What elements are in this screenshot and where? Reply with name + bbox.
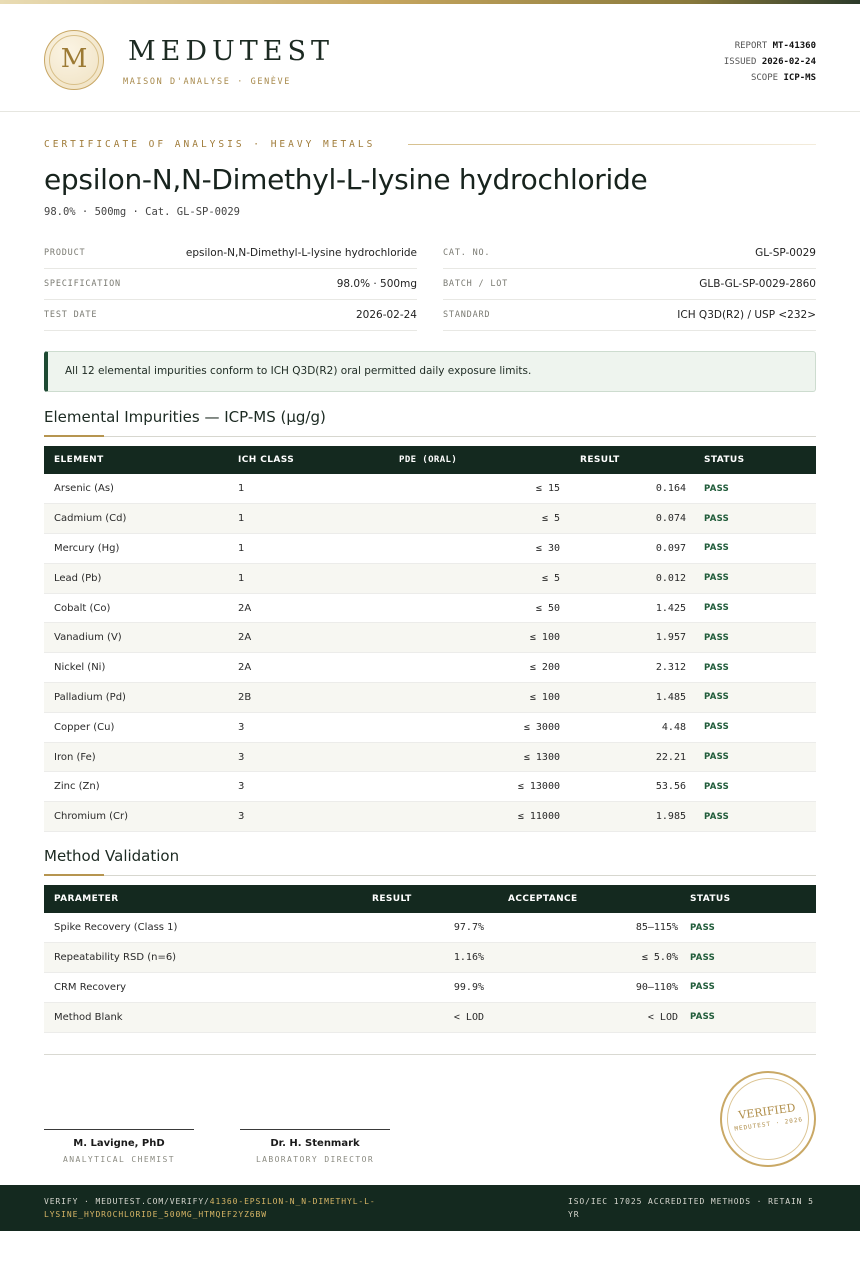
- table-row: [44, 802, 816, 832]
- col-val-status: STATUS: [678, 885, 816, 913]
- status-badge: PASS: [686, 772, 816, 802]
- signature-laboratory-director: Dr. H. Stenmark LABORATORY DIRECTOR: [240, 1129, 390, 1164]
- cell-acceptance: ≤ 5.0%: [484, 943, 678, 973]
- cell-pde: ≤ 100: [358, 623, 560, 653]
- product-subtitle: 98.0% · 500mg · Cat. GL-SP-0029: [44, 206, 240, 218]
- cell-val-result: 97.7%: [350, 913, 484, 943]
- status-badge: PASS: [678, 973, 816, 1003]
- cell-element: Palladium (Pd): [44, 683, 238, 713]
- cell-element: Mercury (Hg): [44, 534, 238, 564]
- table-row: [44, 683, 816, 713]
- status-badge: PASS: [686, 593, 816, 623]
- status-badge: PASS: [686, 563, 816, 593]
- cell-result: 4.48: [560, 712, 686, 742]
- cell-ich-class: 2A: [238, 653, 358, 683]
- col-val-result: RESULT: [350, 885, 484, 913]
- cell-parameter: CRM Recovery: [44, 973, 350, 1003]
- cell-result: 53.56: [560, 772, 686, 802]
- cell-pde: ≤ 15: [358, 474, 560, 504]
- info-row-standard: STANDARD ICH Q3D(R2) / USP <232>: [443, 300, 816, 331]
- cell-val-result: 1.16%: [350, 943, 484, 973]
- cell-result: 22.21: [560, 742, 686, 772]
- cell-result: 0.074: [560, 504, 686, 534]
- validation-section-rule: [44, 875, 816, 876]
- meta-issued: ISSUED 2026-02-24: [723, 57, 816, 67]
- cell-element: Iron (Fe): [44, 742, 238, 772]
- table-row: [44, 712, 816, 742]
- cell-ich-class: 1: [238, 474, 358, 504]
- report-header: [0, 4, 860, 112]
- cell-result: 1.485: [560, 683, 686, 713]
- impurities-section-accent: [44, 435, 104, 437]
- table-row: [44, 534, 816, 564]
- status-badge: PASS: [678, 913, 816, 943]
- stamp-text: VERIFIED: [737, 1101, 797, 1123]
- seal-initial: M: [60, 44, 88, 74]
- col-acceptance: ACCEPTANCE: [484, 885, 678, 913]
- table-row: [44, 623, 816, 653]
- cell-acceptance: 85–115%: [484, 913, 678, 943]
- stamp-subtext: MEDUTEST · 2026: [734, 1116, 804, 1133]
- info-row-test-date: TEST DATE 2026-02-24: [44, 300, 417, 331]
- meta-report: REPORT MT-41360: [734, 41, 816, 51]
- cell-parameter: Repeatability RSD (n=6): [44, 943, 350, 973]
- table-row: [44, 772, 816, 802]
- info-row-batch: BATCH / LOT GLB-GL-SP-0029-2860: [443, 269, 816, 300]
- cell-element: Arsenic (As): [44, 474, 238, 504]
- status-badge: PASS: [678, 943, 816, 973]
- status-badge: PASS: [678, 1002, 816, 1032]
- cell-element: Zinc (Zn): [44, 772, 238, 802]
- cell-pde: ≤ 100: [358, 683, 560, 713]
- info-row-product: PRODUCT epsilon-N,N-Dimethyl-L-lysine hydrochloride: [44, 238, 417, 269]
- status-badge: PASS: [686, 712, 816, 742]
- table-row: [44, 943, 816, 973]
- cell-pde: ≤ 5: [358, 563, 560, 593]
- table-row: [44, 504, 816, 534]
- impurities-header-row: [44, 446, 816, 474]
- cell-ich-class: 3: [238, 802, 358, 832]
- document-eyebrow: CERTIFICATE OF ANALYSIS · HEAVY METALS: [44, 139, 376, 150]
- cell-pde: ≤ 200: [358, 653, 560, 683]
- col-pde: PDE (ORAL): [358, 446, 560, 474]
- table-row: [44, 653, 816, 683]
- status-badge: PASS: [686, 623, 816, 653]
- table-row: [44, 474, 816, 504]
- info-grid-right: [443, 238, 816, 331]
- brand-name: MEDUTEST: [128, 36, 334, 67]
- cell-pde: ≤ 11000: [358, 802, 560, 832]
- cell-parameter: Method Blank: [44, 1002, 350, 1032]
- cell-element: Nickel (Ni): [44, 653, 238, 683]
- cell-pde: ≤ 5: [358, 504, 560, 534]
- cell-ich-class: 3: [238, 742, 358, 772]
- signature-divider: [44, 1054, 816, 1055]
- info-grid-left: [44, 238, 417, 331]
- report-footer: [0, 1185, 860, 1231]
- status-badge: PASS: [686, 474, 816, 504]
- signature-analytical-chemist: M. Lavigne, PhD ANALYTICAL CHEMIST: [44, 1129, 194, 1164]
- cell-element: Vanadium (V): [44, 623, 238, 653]
- cell-val-result: 99.9%: [350, 973, 484, 1003]
- cell-ich-class: 2A: [238, 593, 358, 623]
- status-badge: PASS: [686, 802, 816, 832]
- cell-pde: ≤ 1300: [358, 742, 560, 772]
- status-badge: PASS: [686, 504, 816, 534]
- cell-val-result: < LOD: [350, 1002, 484, 1032]
- cell-pde: ≤ 30: [358, 534, 560, 564]
- cell-pde: ≤ 13000: [358, 772, 560, 802]
- cell-ich-class: 2A: [238, 623, 358, 653]
- cell-element: Lead (Pb): [44, 563, 238, 593]
- cell-result: 0.012: [560, 563, 686, 593]
- verify-line: VERIFY · MEDUTEST.COM/VERIFY/41360-EPSILON-N_N-DIMETHYL-L-LYSINE_HYDROCHLORIDE_500MG_HTMQEF2YZ6BW: [44, 1197, 376, 1219]
- cell-result: 2.312: [560, 653, 686, 683]
- report-meta: [724, 38, 816, 86]
- product-title: epsilon-N,N-Dimethyl-L-lysine hydrochloride: [44, 163, 648, 196]
- cell-ich-class: 1: [238, 534, 358, 564]
- brand-seal-logo: [44, 30, 104, 90]
- table-row: [44, 563, 816, 593]
- table-row: [44, 742, 816, 772]
- cell-pde: ≤ 50: [358, 593, 560, 623]
- col-status: STATUS: [686, 446, 816, 474]
- info-row-specification: SPECIFICATION 98.0% · 500mg: [44, 269, 417, 300]
- cell-result: 1.985: [560, 802, 686, 832]
- table-row: [44, 1002, 816, 1032]
- meta-scope: SCOPE ICP-MS: [750, 73, 816, 83]
- validation-table: [44, 885, 816, 1033]
- cell-element: Cobalt (Co): [44, 593, 238, 623]
- impurities-table: [44, 446, 816, 832]
- cell-element: Copper (Cu): [44, 712, 238, 742]
- verified-stamp: [714, 1065, 822, 1173]
- verify-link[interactable]: 41360-EPSILON-N_N-DIMETHYL-L-LYSINE_HYDROCHLORIDE_500MG_HTMQEF2YZ6BW: [44, 1197, 376, 1219]
- status-badge: PASS: [686, 742, 816, 772]
- cell-acceptance: < LOD: [484, 1002, 678, 1032]
- validation-section-accent: [44, 874, 104, 876]
- cell-ich-class: 1: [238, 563, 358, 593]
- status-badge: PASS: [686, 683, 816, 713]
- table-row: [44, 593, 816, 623]
- col-ich-class: ICH CLASS: [238, 446, 358, 474]
- cell-element: Chromium (Cr): [44, 802, 238, 832]
- col-result: RESULT: [560, 446, 686, 474]
- table-row: [44, 973, 816, 1003]
- cell-pde: ≤ 3000: [358, 712, 560, 742]
- cell-element: Cadmium (Cd): [44, 504, 238, 534]
- status-badge: PASS: [686, 534, 816, 564]
- cell-result: 1.425: [560, 593, 686, 623]
- cell-ich-class: 3: [238, 772, 358, 802]
- cell-result: 0.097: [560, 534, 686, 564]
- cell-ich-class: 1: [238, 504, 358, 534]
- impurities-section-rule: [44, 436, 816, 437]
- eyebrow-divider: [408, 144, 816, 145]
- brand-tagline: MAISON D'ANALYSE · GENÈVE: [123, 77, 291, 87]
- table-row: [44, 913, 816, 943]
- validation-section-title: Method Validation: [44, 847, 180, 865]
- conformance-notice: All 12 elemental impurities conform to ICH Q3D(R2) oral permitted daily exposure limits.: [44, 351, 816, 392]
- col-element: ELEMENT: [44, 446, 238, 474]
- accreditation-note: ISO/IEC 17025 ACCREDITED METHODS · RETAIN 5 YR: [568, 1197, 814, 1219]
- cell-ich-class: 3: [238, 712, 358, 742]
- cell-result: 1.957: [560, 623, 686, 653]
- cell-ich-class: 2B: [238, 683, 358, 713]
- col-parameter: PARAMETER: [44, 885, 350, 913]
- info-row-cat-no: CAT. NO. GL-SP-0029: [443, 238, 816, 269]
- status-badge: PASS: [686, 653, 816, 683]
- cell-parameter: Spike Recovery (Class 1): [44, 913, 350, 943]
- impurities-section-title: Elemental Impurities — ICP-MS (µg/g): [44, 408, 326, 426]
- validation-header-row: [44, 885, 816, 913]
- cell-result: 0.164: [560, 474, 686, 504]
- cell-acceptance: 90–110%: [484, 973, 678, 1003]
